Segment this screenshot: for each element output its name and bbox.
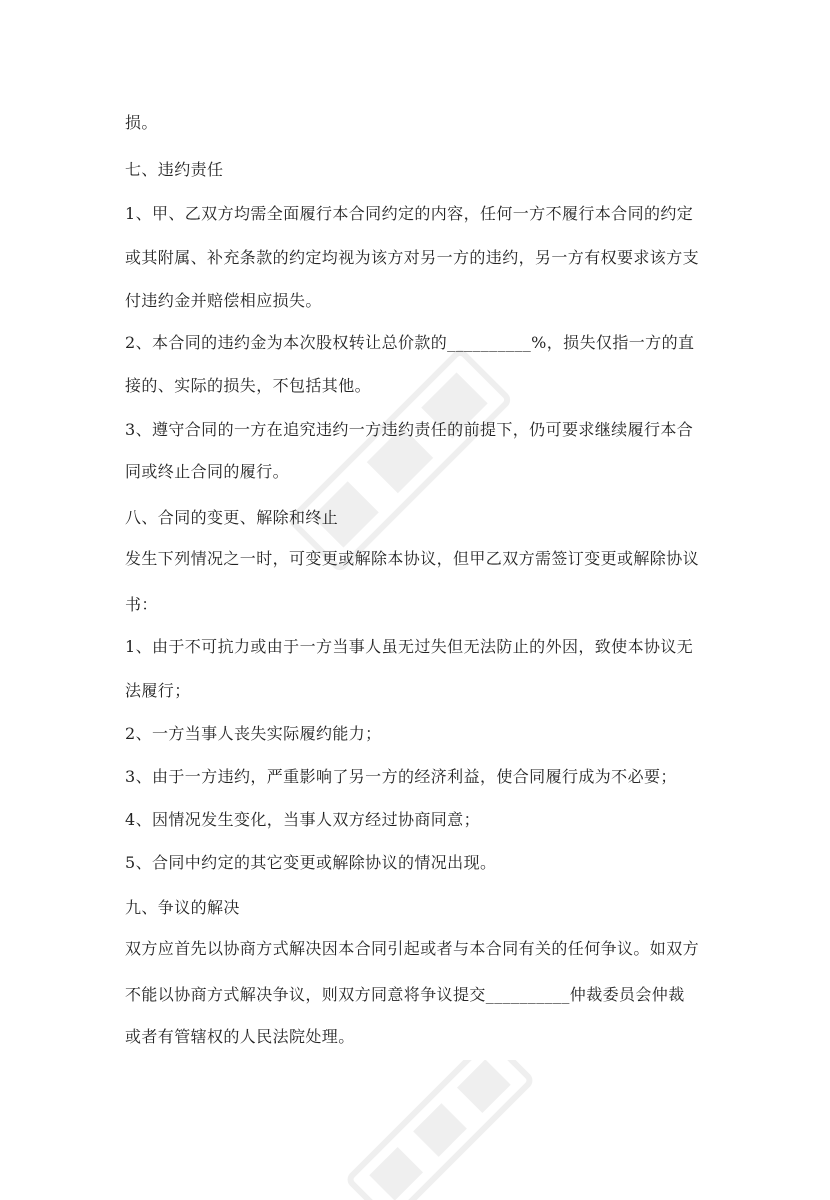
watermark-logo-bottom <box>320 1060 560 1200</box>
text-line: 2、一方当事人丧失实际履约能力； <box>125 724 382 743</box>
text-line: 3、遵守合同的一方在追究违约一方违约责任的前提下，仍可要求继续履行本合 <box>125 420 694 439</box>
text-line: 或其附属、补充条款的约定均视为该方对另一方的违约，另一方有权要求该方支 <box>125 248 700 267</box>
text-line: 1、甲、乙双方均需全面履行本合同约定的内容，任何一方不履行本合同的约定 <box>125 204 694 223</box>
text-line: 2、本合同的违约金为本次股权转让总价款的__________%，损失仅指一方的直 <box>125 333 695 352</box>
text-line: 1、由于不可抗力或由于一方当事人虽无过失但无法防止的外因，致使本协议无 <box>125 637 694 656</box>
text-line: 双方应首先以协商方式解决因本合同引起或者与本合同有关的任何争议。如双方 <box>125 939 700 958</box>
text-line: 4、因情况发生变化，当事人双方经过协商同意； <box>125 810 480 829</box>
text-line: 同或终止合同的履行。 <box>125 462 290 481</box>
section-heading-breach-liability: 七、违约责任 <box>125 160 224 179</box>
text-line: 法履行； <box>125 681 191 700</box>
text-line: 接的、实际的损失，不包括其他。 <box>125 376 372 395</box>
text-line: 5、合同中约定的其它变更或解除协议的情况出现。 <box>125 853 497 872</box>
section-heading-dispute-resolution: 九、争议的解决 <box>125 898 240 917</box>
text-line: 不能以协商方式解决争议，则双方同意将争议提交__________仲裁委员会仲裁 <box>125 985 685 1004</box>
text-line: 发生下列情况之一时，可变更或解除本协议，但甲乙双方需签订变更或解除协议 <box>125 549 700 568</box>
text-line: 书： <box>125 595 158 614</box>
section-heading-contract-change: 八、合同的变更、解除和终止 <box>125 508 339 527</box>
text-line: 损。 <box>125 113 158 132</box>
text-line: 3、由于一方违约，严重影响了另一方的经济利益，使合同履行成为不必要； <box>125 767 677 786</box>
text-line: 付违约金并赔偿相应损失。 <box>125 291 322 310</box>
text-line: 或者有管辖权的人民法院处理。 <box>125 1027 355 1046</box>
